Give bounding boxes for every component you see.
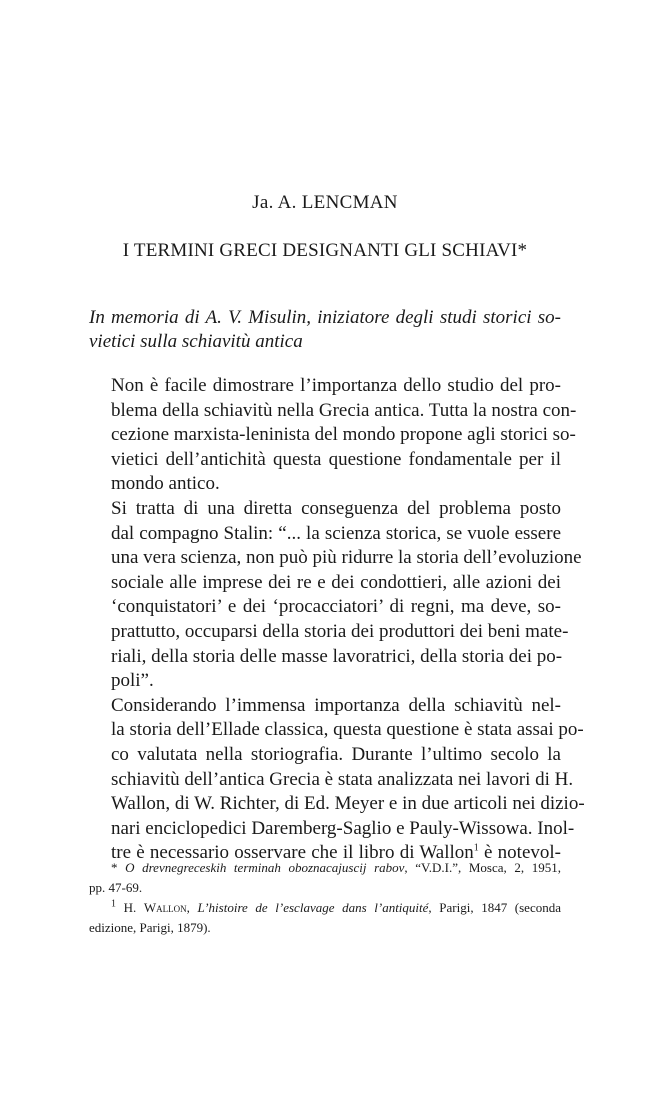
text-line: dal compagno Stalin: “... la scienza storica, se vuole essere [111,522,561,544]
text-line: co valutata nella storiografia. Durante l’ultimo secolo la [111,743,561,765]
text-line: ‘conquistatori’ e dei ‘procacciatori’ di regni, ma deve, so- [111,596,561,618]
text-segment: è notevol- [478,842,561,864]
text-line: Non è facile dimostrare l’importanza dello studio del pro- [111,375,561,396]
footnote-line [89,858,561,878]
text-line: blema della schiavitù nella Grecia antica. Tutta la nostra con- [111,399,577,421]
text-line: sociale alle imprese dei re e dei condottieri, alle azioni dei [111,571,561,593]
text-line: una vera scienza, non può più ridurre la storia dell’evoluzione [111,547,582,569]
dedication-line: In memoria di A. V. Misulin, iniziatore degli studi storici so- [89,307,561,328]
dedication-line: vietici sulla schiavitù antica [89,331,303,352]
footnote-author: Wallon [143,900,187,915]
text-line: prattutto, occuparsi della storia dei produttori dei beni mate- [111,620,569,642]
footnote-1 [89,898,561,938]
text-line: riali, della storia delle masse lavoratrici, della storia dei po- [111,645,563,667]
footnote-star [89,858,561,898]
footnote-author-initial: H. [123,900,137,915]
footnote-line: $^1$ H. Wallon, L’histoire de l’esclavage dans l’antiquité, Parigi, 1847 (seconda [111,898,561,915]
footnote-line: edizione, Parigi, 1879). [89,920,211,935]
text-line: Si tratta di una diretta conseguenza del problema posto [111,497,561,519]
text-line: schiavitù dell’antica Grecia è stata analizzata nei lavori di H. [111,768,574,790]
dedication [89,306,561,354]
footnotes [89,858,561,938]
footnote-text: , “V.D.I.”, Mosca, 2, 1951, [404,860,561,875]
text-line: vietici dell’antichità questa questione fondamentale per il [111,448,561,470]
footnote-reference: 1 [473,842,479,854]
author-name: Ja. A. LENCMAN [252,192,398,213]
text-line: poli”. [111,670,154,692]
article-title: I TERMINI GRECI DESIGNANTI GLI SCHIAVI* [122,240,528,261]
text-line: Considerando l’immensa importanza della schiavitù nel- [111,694,561,716]
footnote-title: L’histoire de l’esclavage dans l’antiquité [197,900,429,915]
text-line: cezione marxista-leninista del mondo propone agli storici so- [111,424,576,446]
footnote-title: O drevnegreceskih terminah oboznacajuscij rabov [125,860,405,875]
paragraph [89,694,585,866]
text-segment: tre è necessario osservare che il libro di Wallon [111,842,474,864]
footnote-marker: 1 [111,898,116,910]
text-line: mondo antico. [111,473,220,495]
paragraph [89,374,577,497]
footnote-text: , Parigi, 1847 (seconda [428,900,561,915]
paragraph [89,497,582,694]
footnote-marker: * [111,860,118,875]
text-line: nari enciclopedici Daremberg-Saglio e Pauly-Wissowa. Inol- [111,817,575,839]
footnote-line: pp. 47-69. [89,880,143,895]
text-line: Wallon, di W. Richter, di Ed. Meyer e in due articoli nei dizio- [111,793,585,815]
text-line: la storia dell’Ellade classica, questa questione è stata assai po- [111,719,584,741]
body-text [89,374,585,866]
